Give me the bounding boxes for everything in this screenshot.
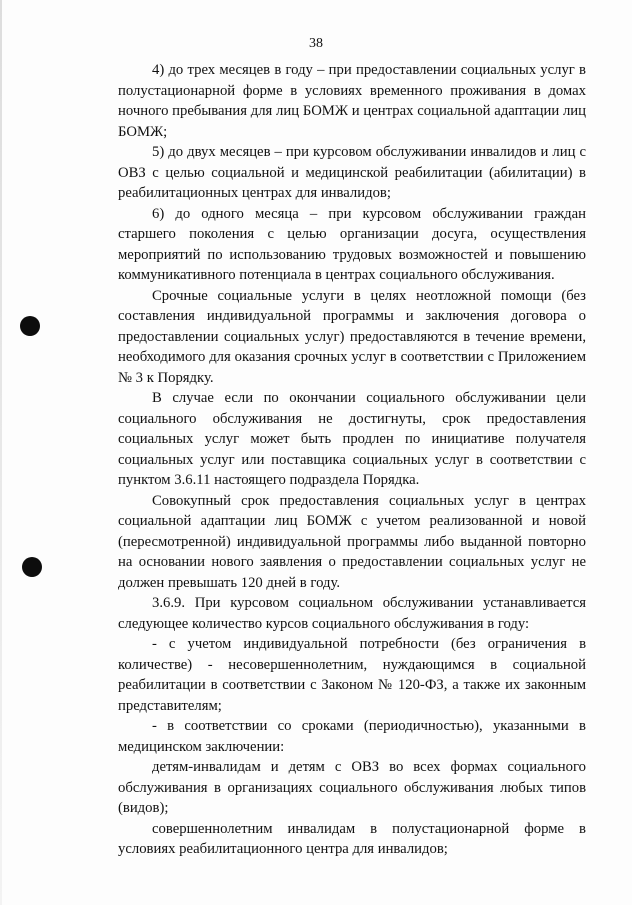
document-body — [118, 60, 586, 860]
paragraph: совершеннолетним инвалидам в полустационарной форме в условиях реабилитационного центра для инвалидов; — [118, 820, 586, 857]
paragraph: 5) до двух месяцев – при курсовом обслуживании инвалидов и лиц с ОВЗ с целью социальной и медицинской реабилитации (абилитации) в реабилитационных центрах для инвалидов; — [118, 144, 586, 201]
punch-hole-top — [20, 316, 40, 336]
paragraph: Срочные социальные услуги в целях неотложной помощи (без составления индивидуальной программы и заключения договора о предоставлении социальных услуг) предоставляются в течение времени, необходимого для оказания срочных услуг в соответствии с Приложением № 3 к Порядку. — [118, 287, 586, 386]
paragraph: 6) до одного месяца – при курсовом обслуживании граждан старшего поколения с целью организации досуга, осуществления мероприятий по использованию трудовых возможностей и повышению коммуникативного потенциала в центрах социального обслуживания. — [118, 205, 586, 283]
paragraph: 4) до трех месяцев в году – при предоставлении социальных услуг в полустационарной форме в условиях временного проживания в домах ночного пребывания для лиц БОМЖ и центрах социальной адаптации лиц БОМЖ; — [118, 62, 586, 140]
punch-hole-bottom — [22, 557, 42, 577]
paragraph: детям-инвалидам и детям с ОВЗ во всех формах социального обслуживания в организациях социального обслуживания любых типов (видов); — [118, 759, 586, 816]
scan-edge — [0, 0, 2, 905]
paragraph: - в соответствии со сроками (периодичностью), указанными в медицинском заключении: — [118, 718, 586, 755]
paragraph: 3.6.9. При курсовом социальном обслуживании устанавливается следующее количество курсов социального обслуживания в году: — [118, 595, 586, 632]
paragraph: В случае если по окончании социального обслуживании цели социального обслуживания не достигнуты, срок предоставления социальных услуг может быть продлен по инициативе получателя социальных услуг или поставщика социальных услуг в соответствии с пунктом 3.6.11 настоящего подраздела Порядка. — [118, 390, 586, 488]
paragraph: - с учетом индивидуальной потребности (без ограничения в количестве) - несовершеннолетним, нуждающимся в социальной реабилитации в соответствии с Законом № 120-ФЗ, а также их законным представителям; — [118, 636, 586, 714]
paragraph: Совокупный срок предоставления социальных услуг в центрах социальной адаптации лиц БОМЖ с учетом реализованной и новой (пересмотренной) индивидуальной программы либо выданной повторно на основании нового заявления о предоставлении социальных услуг не должен превышать 120 дней в году. — [118, 492, 586, 591]
page-number: 38 — [309, 36, 323, 51]
